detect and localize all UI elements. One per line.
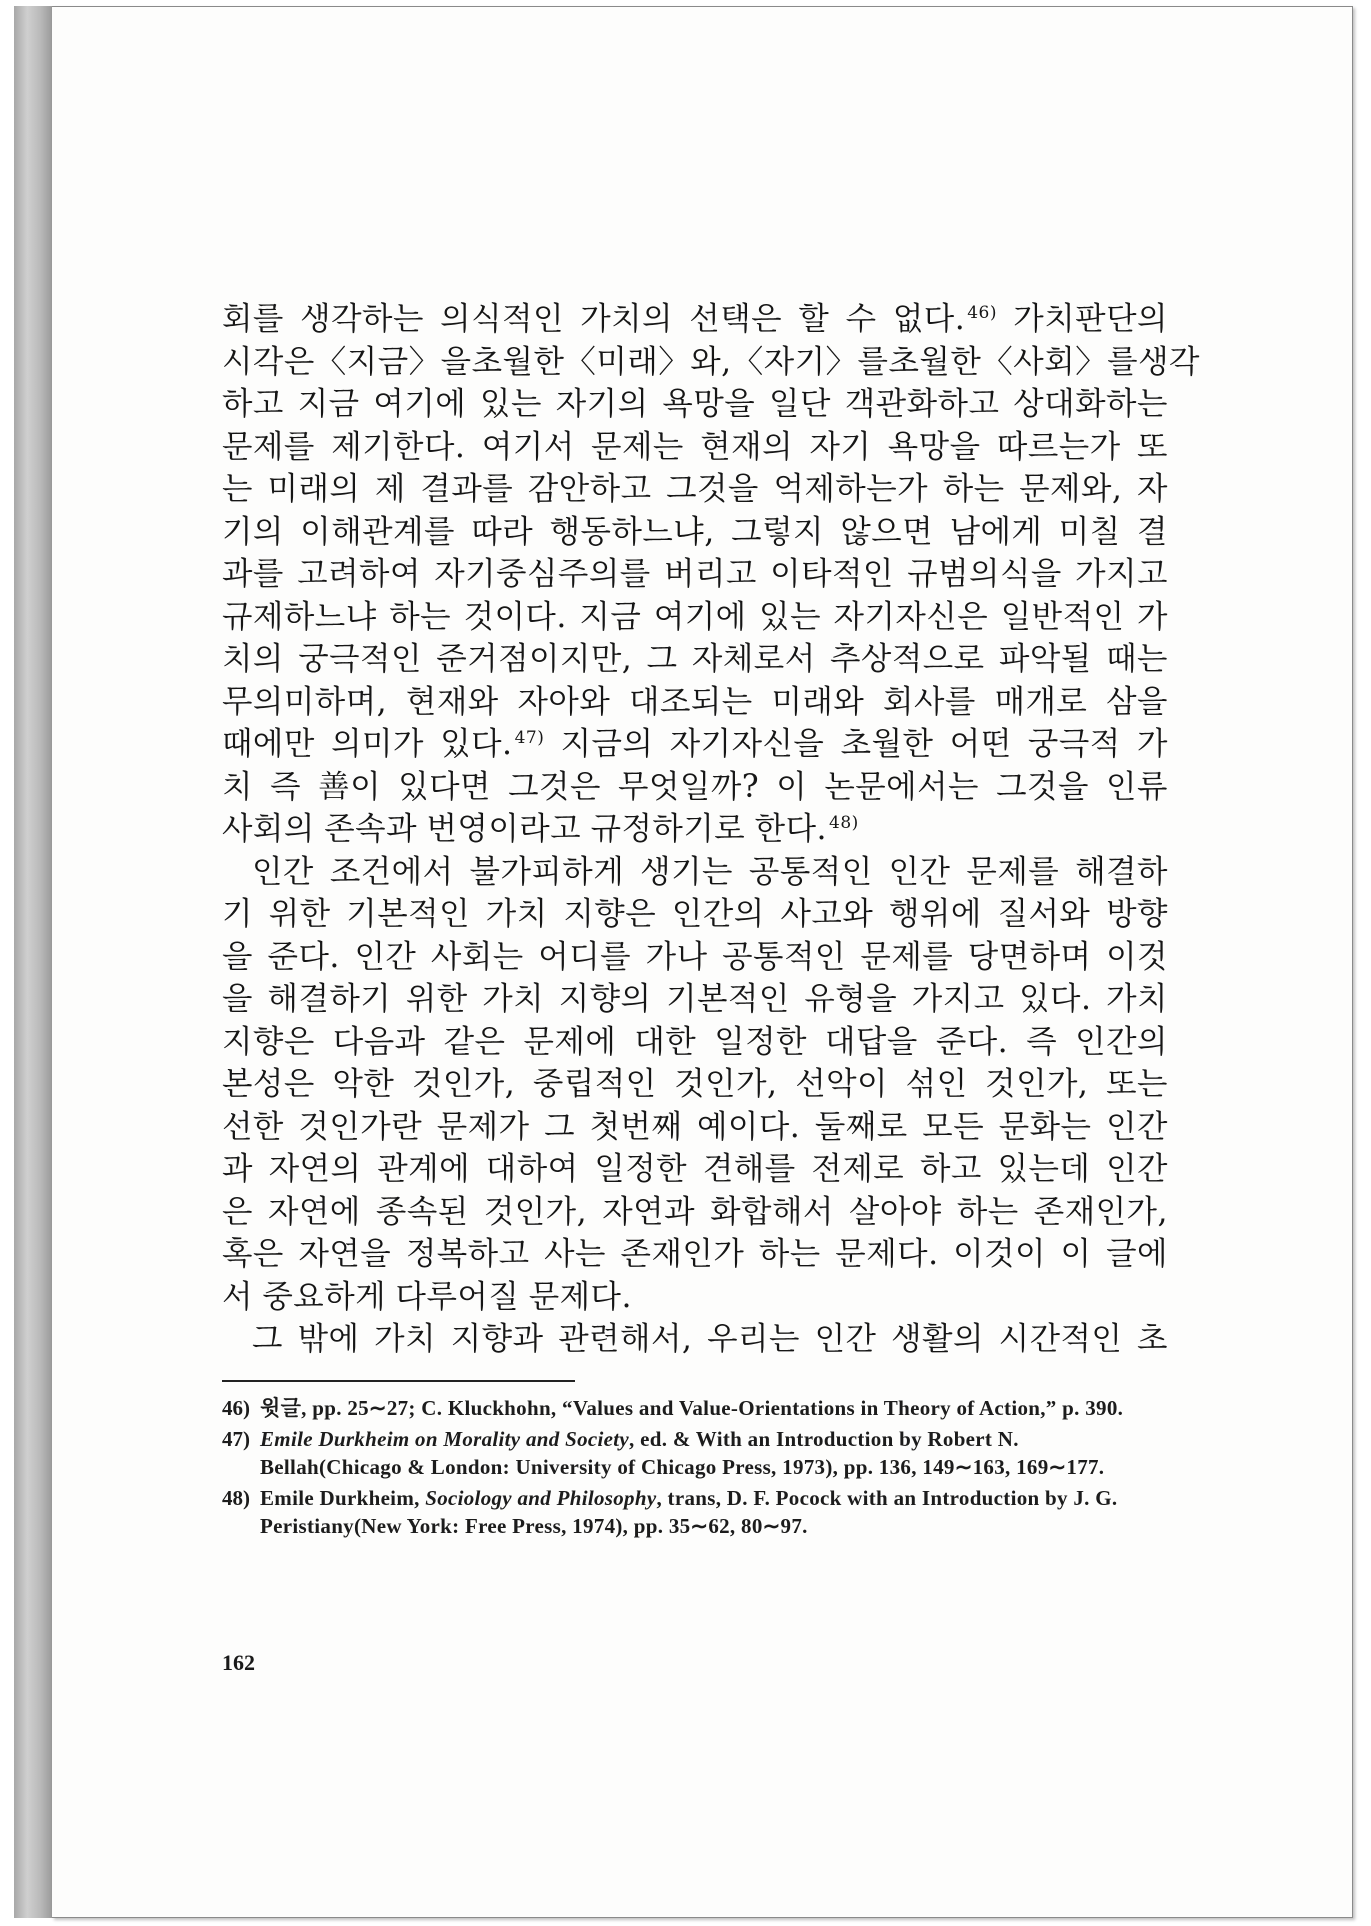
footnote-number: 46) [222,1396,250,1420]
footnote-text: Emile Durkheim, Sociology and Philosophy, trans, D. F. Pocock with an Introduction by J. G. Peristiany(New York: Free Press, 1974), pp. 35∼62, 80∼97. [260,1485,1118,1538]
text-line: 과를 고려하여 자기중심주의를 버리고 이타적인 규범의식을 가지고 [222,556,1168,592]
footnote [222,1425,1150,1482]
footnote [222,1484,1150,1541]
text-line: 혹은 자연을 정복하고 사는 존재인가 하는 문제다. 이것이 이 글에 [222,1236,1168,1272]
text-line: 규제하느냐 하는 것이다. 지금 여기에 있는 자기자신은 일반적인 가 [222,598,1168,635]
text-line: 사회의 존속과 번영이라고 규정하기로 한다. 48) [222,811,859,847]
text-line: 과 자연의 관계에 대하여 일정한 견해를 전제로 하고 있는데 인간 [222,1151,1168,1187]
text-line: 때에만 의미가 있다. 47) 지금의 자기자신을 초월한 어떤 궁극적 가 [222,726,1168,762]
text-line: 인간 조건에서 불가피하게 생기는 공통적인 인간 문제를 해결하 [252,853,1168,890]
text-line: 회를 생각하는 의식적인 가치의 선택은 할 수 없다. 46) 가치판단의 [222,301,1168,337]
text-line: 은 자연에 종속된 것인가, 자연과 화합해서 살아야 하는 존재인가, [222,1193,1168,1230]
book-spine [14,6,53,1918]
text-line: 하고 지금 여기에 있는 자기의 욕망을 일단 객관화하고 상대화하는 [222,386,1168,422]
text-line: 시각은 〈지금〉을 초월한 〈미래〉와, 〈자기〉를 초월한 〈사회〉를 생각 [222,343,1200,380]
page-number: 162 [222,1650,255,1675]
footnote-rule [222,1380,575,1382]
footnote [222,1394,1150,1423]
text-line: 지향은 다음과 같은 문제에 대한 일정한 대답을 준다. 즉 인간의 [222,1023,1168,1060]
text-line: 는 미래의 제 결과를 감안하고 그것을 억제하는가 하는 문제와, 자 [222,471,1168,507]
text-line: 치 즉 善이 있다면 그것은 무엇일까? 이 논문에서는 그것을 인류 [222,768,1168,805]
text-line: 무의미하며, 현재와 자아와 대조되는 미래와 회사를 매개로 삼을 [222,683,1168,720]
text-line: 문제를 제기한다. 여기서 문제는 현재의 자기 욕망을 따르는가 또 [222,428,1168,465]
footnote-number: 47) [222,1426,250,1451]
text-line: 본성은 악한 것인가, 중립적인 것인가, 선악이 섞인 것인가, 또는 [222,1066,1168,1102]
text-line: 기 위한 기본적인 가치 지향은 인간의 사고와 행위에 질서와 방향 [222,896,1168,932]
text-line: 기의 이해관계를 따라 행동하느냐, 그렇지 않으면 남에게 미칠 결 [222,513,1168,550]
body-text [222,298,1200,1361]
footnote-text: 윗글, pp. 25∼27; C. Kluckhohn, “Values and Value-Orientations in Theory of Action,” p. 390. [260,1396,1124,1420]
text-line: 을 준다. 인간 사회는 어디를 가나 공통적인 문제를 당면하며 이것 [222,938,1168,975]
text-line: 치의 궁극적인 준거점이지만, 그 자체로서 추상적으로 파악될 때는 [222,641,1168,677]
footnote-number: 48) [222,1485,250,1510]
text-line: 을 해결하기 위한 가치 지향의 기본적인 유형을 가지고 있다. 가치 [222,981,1168,1017]
text-line: 서 중요하게 다루어질 문제다. [222,1278,632,1315]
text-line: 그 밖에 가치 지향과 관련해서, 우리는 인간 생활의 시간적인 초 [252,1321,1168,1357]
text-line: 선한 것인가란 문제가 그 첫번째 예이다. 둘째로 모든 문화는 인간 [222,1108,1168,1145]
footnote-text: Emile Durkheim on Morality and Society, ed. & With an Introduction by Robert N. Bellah(Chicago & London: University of Chicago Press, 1973), pp. 136, 149∼163, 169∼177. [260,1426,1105,1479]
footnotes [222,1394,1150,1543]
